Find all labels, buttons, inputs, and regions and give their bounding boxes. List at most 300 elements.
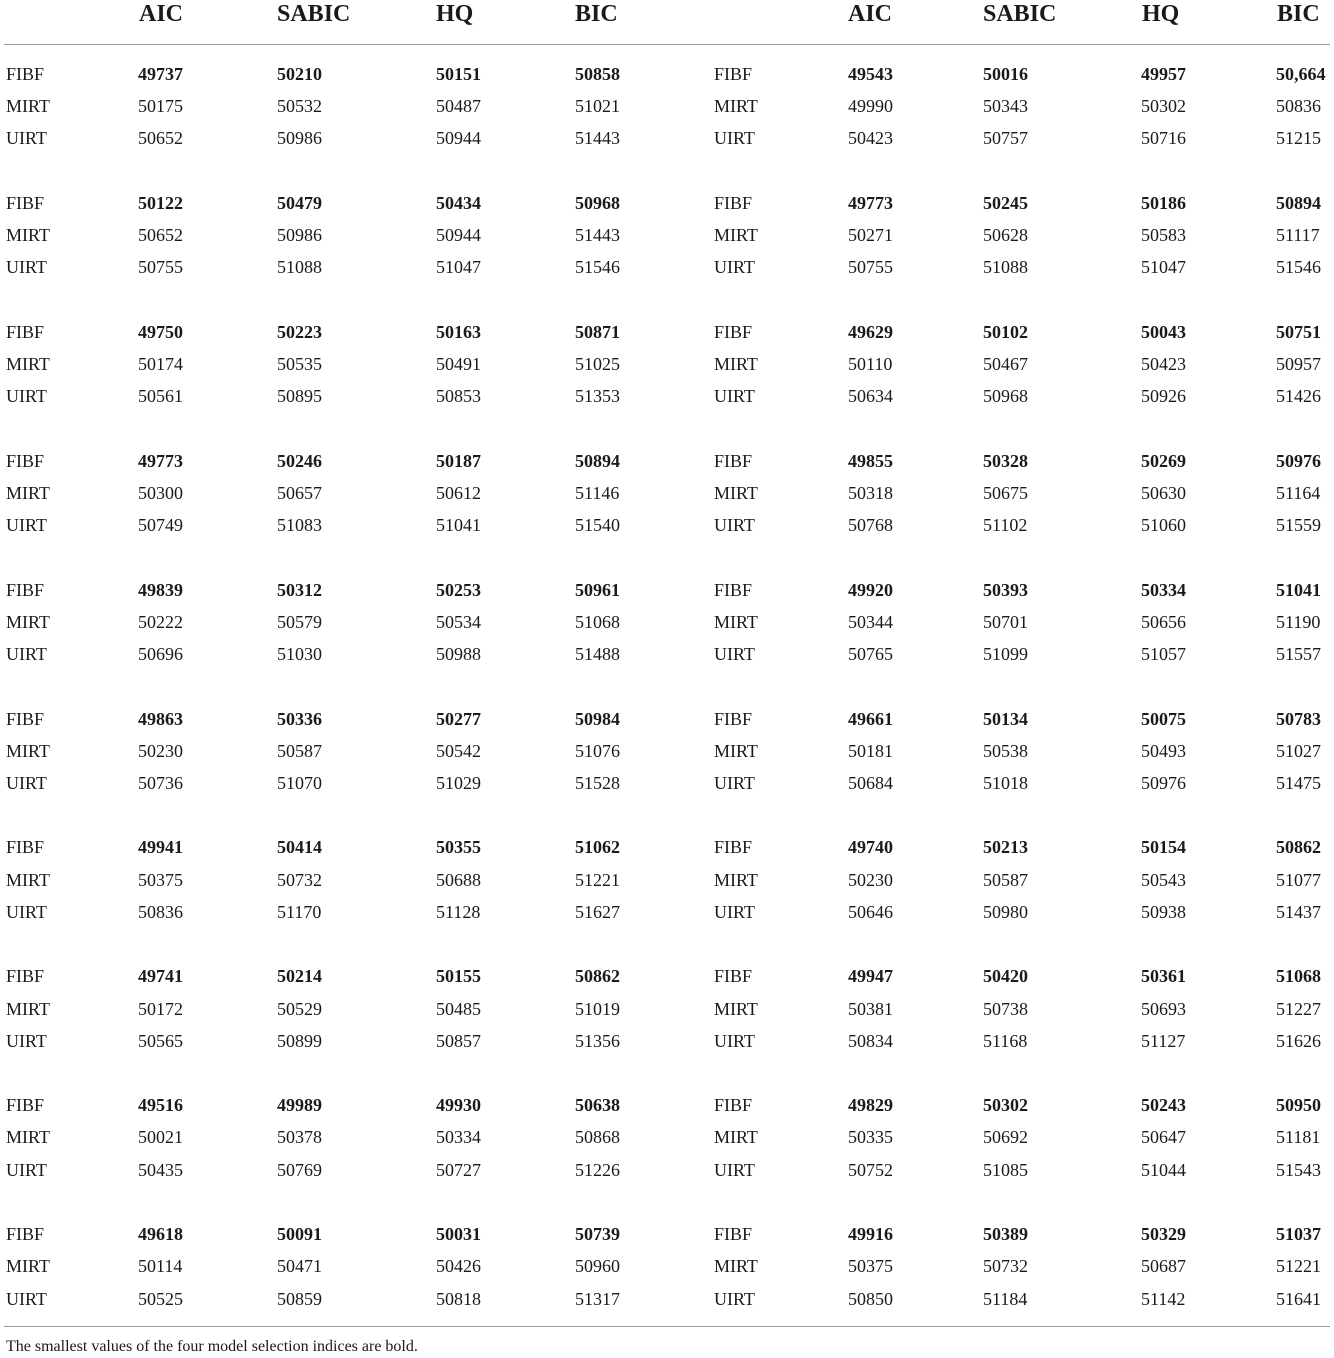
table-cell: 50318 [848,483,893,503]
table-cell: 50868 [575,1127,620,1147]
table-cell: 50628 [983,225,1028,245]
table-cell: 50122 [138,193,183,213]
table-cell: 51426 [1276,386,1321,406]
table-cell: 50858 [575,64,620,84]
row-label: UIRT [6,773,47,793]
row-label: MIRT [714,96,758,116]
column-header-right-bic: BIC [1277,1,1320,27]
row-label: MIRT [714,1256,758,1276]
table-cell: 49618 [138,1224,183,1244]
table-cell: 51062 [575,837,620,857]
table-cell: 50647 [1141,1127,1186,1147]
row-label: FIBF [714,1095,753,1115]
table-cell: 50727 [436,1160,481,1180]
table-cell: 51317 [575,1289,620,1309]
table-cell: 50389 [983,1224,1028,1244]
table-cell: 51037 [1276,1224,1321,1244]
table-cell: 50,664 [1276,64,1326,84]
table-cell: 49737 [138,64,183,84]
row-label: MIRT [6,741,50,761]
table-cell: 50986 [277,225,322,245]
table-cell: 50692 [983,1127,1028,1147]
row-label: MIRT [714,741,758,761]
table-cell: 50612 [436,483,481,503]
table-cell: 50938 [1141,902,1186,922]
row-label: UIRT [714,257,755,277]
table-cell: 50302 [1141,96,1186,116]
table-cell: 50732 [277,870,322,890]
row-label: UIRT [6,902,47,922]
table-cell: 51027 [1276,741,1321,761]
table-cell: 50960 [575,1256,620,1276]
table-cell: 51044 [1141,1160,1186,1180]
row-label: MIRT [6,483,50,503]
table-cell: 50378 [277,1127,322,1147]
table-cell: 50542 [436,741,481,761]
table-cell: 50687 [1141,1256,1186,1276]
row-label: MIRT [6,96,50,116]
table-cell: 50487 [436,96,481,116]
table-cell: 50253 [436,580,481,600]
table-cell: 50565 [138,1031,183,1051]
table-cell: 50302 [983,1095,1028,1115]
row-label: MIRT [714,225,758,245]
row-label: MIRT [6,1127,50,1147]
table-cell: 50271 [848,225,893,245]
table-cell: 51088 [277,257,322,277]
table-cell: 49516 [138,1095,183,1115]
table-cell: 50543 [1141,870,1186,890]
table-cell: 50312 [277,580,322,600]
table-cell: 49773 [848,193,893,213]
table-cell: 50765 [848,644,893,664]
table-cell: 50895 [277,386,322,406]
table-cell: 51146 [575,483,620,503]
table-cell: 50163 [436,322,481,342]
table-cell: 50525 [138,1289,183,1309]
row-label: MIRT [6,1256,50,1276]
table-cell: 50420 [983,966,1028,986]
table-cell: 50181 [848,741,893,761]
table-cell: 50334 [436,1127,481,1147]
table-cell: 50853 [436,386,481,406]
row-label: MIRT [714,870,758,890]
table-cell: 49741 [138,966,183,986]
table-cell: 50031 [436,1224,481,1244]
column-header-left-hq: HQ [436,1,474,27]
table-cell: 50538 [983,741,1028,761]
table-cell: 51128 [436,902,481,922]
table-cell: 51041 [1276,580,1321,600]
table-cell: 51021 [575,96,620,116]
row-label: FIBF [714,837,753,857]
row-label: FIBF [714,580,753,600]
table-cell: 50957 [1276,354,1321,374]
table-cell: 50213 [983,837,1028,857]
table-cell: 51443 [575,225,620,245]
table-cell: 50836 [138,902,183,922]
row-label: FIBF [714,322,753,342]
table-cell: 49930 [436,1095,481,1115]
table-cell: 50716 [1141,128,1186,148]
table-cell: 50426 [436,1256,481,1276]
row-label: FIBF [6,837,45,857]
row-label: UIRT [714,1160,755,1180]
table-cell: 50043 [1141,322,1186,342]
row-label: FIBF [714,1224,753,1244]
table-cell: 50529 [277,999,322,1019]
table-cell: 50277 [436,709,481,729]
table-cell: 50961 [575,580,620,600]
row-label: FIBF [714,966,753,986]
table-cell: 51356 [575,1031,620,1051]
table-cell: 50269 [1141,451,1186,471]
table-cell: 50657 [277,483,322,503]
row-label: MIRT [714,612,758,632]
table-cell: 50738 [983,999,1028,1019]
row-label: MIRT [714,354,758,374]
table-cell: 51559 [1276,515,1321,535]
table-cell: 50684 [848,773,893,793]
table-cell: 51353 [575,386,620,406]
table-cell: 49773 [138,451,183,471]
table-cell: 50151 [436,64,481,84]
table-cell: 50944 [436,128,481,148]
table-cell: 50172 [138,999,183,1019]
table-cell: 51626 [1276,1031,1321,1051]
row-label: MIRT [6,612,50,632]
table-cell: 50688 [436,870,481,890]
table-cell: 50587 [277,741,322,761]
table-cell: 50334 [1141,580,1186,600]
table-cell: 50986 [277,128,322,148]
table-cell: 50435 [138,1160,183,1180]
table-cell: 50757 [983,128,1028,148]
table-cell: 51085 [983,1160,1028,1180]
table-cell: 50532 [277,96,322,116]
footer-rule [4,1326,1330,1327]
table-cell: 50414 [277,837,322,857]
table-cell: 51047 [1141,257,1186,277]
table-cell: 50634 [848,386,893,406]
table-cell: 50836 [1276,96,1321,116]
table-cell: 51221 [1276,1256,1321,1276]
table-cell: 50174 [138,354,183,374]
row-label: UIRT [6,644,47,664]
table-cell: 51221 [575,870,620,890]
table-cell: 50587 [983,870,1028,890]
table-cell: 50154 [1141,837,1186,857]
table-cell: 50344 [848,612,893,632]
row-label: UIRT [6,128,47,148]
row-label: FIBF [714,64,753,84]
table-cell: 51070 [277,773,322,793]
table-cell: 50755 [848,257,893,277]
table-cell: 50583 [1141,225,1186,245]
table-cell: 50155 [436,966,481,986]
table-cell: 50493 [1141,741,1186,761]
table-cell: 51546 [575,257,620,277]
table-cell: 51437 [1276,902,1321,922]
table-cell: 50381 [848,999,893,1019]
table-cell: 50944 [436,225,481,245]
table-cell: 51543 [1276,1160,1321,1180]
table-cell: 50114 [138,1256,183,1276]
row-label: UIRT [6,386,47,406]
table-cell: 50187 [436,451,481,471]
table-cell: 51528 [575,773,620,793]
table-cell: 49629 [848,322,893,342]
table-cell: 50652 [138,225,183,245]
table-cell: 51627 [575,902,620,922]
table-cell: 50768 [848,515,893,535]
table-cell: 51164 [1276,483,1321,503]
table-cell: 51443 [575,128,620,148]
table-cell: 50871 [575,322,620,342]
row-label: UIRT [6,1031,47,1051]
row-label: UIRT [714,773,755,793]
table-cell: 50175 [138,96,183,116]
table-cell: 50894 [1276,193,1321,213]
table-cell: 50186 [1141,193,1186,213]
row-label: UIRT [714,902,755,922]
table-cell: 51030 [277,644,322,664]
table-cell: 50343 [983,96,1028,116]
table-cell: 50899 [277,1031,322,1051]
table-cell: 49750 [138,322,183,342]
table-cell: 51068 [1276,966,1321,986]
table-cell: 51190 [1276,612,1321,632]
table-cell: 49543 [848,64,893,84]
table-cell: 50751 [1276,322,1321,342]
row-label: UIRT [6,1160,47,1180]
row-label: FIBF [714,451,753,471]
row-label: FIBF [6,709,45,729]
table-cell: 51540 [575,515,620,535]
table-cell: 49957 [1141,64,1186,84]
table-cell: 50361 [1141,966,1186,986]
table-cell: 51088 [983,257,1028,277]
row-label: MIRT [6,870,50,890]
table-cell: 50988 [436,644,481,664]
table-cell: 50091 [277,1224,322,1244]
table-cell: 51077 [1276,870,1321,890]
column-header-left-bic: BIC [575,1,618,27]
table-cell: 50246 [277,451,322,471]
table-cell: 50328 [983,451,1028,471]
row-label: FIBF [6,1224,45,1244]
table-cell: 51083 [277,515,322,535]
row-label: UIRT [714,386,755,406]
table-cell: 51170 [277,902,322,922]
row-label: UIRT [714,515,755,535]
table-cell: 50894 [575,451,620,471]
table-cell: 49990 [848,96,893,116]
row-label: FIBF [6,966,45,986]
table-cell: 51041 [436,515,481,535]
table-cell: 50223 [277,322,322,342]
table-cell: 51025 [575,354,620,374]
table-cell: 50818 [436,1289,481,1309]
table-cell: 50016 [983,64,1028,84]
table-cell: 49863 [138,709,183,729]
table-cell: 50857 [436,1031,481,1051]
table-cell: 50336 [277,709,322,729]
table-cell: 50630 [1141,483,1186,503]
row-label: MIRT [6,225,50,245]
table-cell: 49989 [277,1095,322,1115]
table-cell: 50214 [277,966,322,986]
table-cell: 51184 [983,1289,1028,1309]
table-cell: 51546 [1276,257,1321,277]
column-header-right-sabic: SABIC [983,1,1057,27]
table-cell: 50375 [138,870,183,890]
table-cell: 50976 [1141,773,1186,793]
table-cell: 50423 [848,128,893,148]
row-label: UIRT [6,257,47,277]
table-cell: 50355 [436,837,481,857]
table-cell: 49947 [848,966,893,986]
row-label: UIRT [6,515,47,535]
table-cell: 51019 [575,999,620,1019]
table-cell: 51029 [436,773,481,793]
table-cell: 50749 [138,515,183,535]
table-cell: 50652 [138,128,183,148]
table-cell: 51215 [1276,128,1321,148]
table-cell: 50423 [1141,354,1186,374]
table-cell: 51488 [575,644,620,664]
table-cell: 50245 [983,193,1028,213]
table-cell: 51057 [1141,644,1186,664]
table-cell: 49661 [848,709,893,729]
table-cell: 50980 [983,902,1028,922]
table-cell: 50950 [1276,1095,1321,1115]
row-label: MIRT [714,999,758,1019]
table-cell: 50243 [1141,1095,1186,1115]
header-rule [4,44,1330,45]
table-cell: 50535 [277,354,322,374]
table-cell: 50471 [277,1256,322,1276]
table-cell: 51557 [1276,644,1321,664]
table-cell: 50755 [138,257,183,277]
row-label: FIBF [714,709,753,729]
table-cell: 49855 [848,451,893,471]
table-cell: 50134 [983,709,1028,729]
table-cell: 51018 [983,773,1028,793]
table-cell: 50859 [277,1289,322,1309]
table-cell: 51641 [1276,1289,1321,1309]
table-footnote: The smallest values of the four model selection indices are bold. [6,1338,418,1355]
row-label: FIBF [6,193,45,213]
row-label: UIRT [6,1289,47,1309]
table-cell: 51076 [575,741,620,761]
row-label: UIRT [714,1031,755,1051]
row-label: FIBF [6,64,45,84]
row-label: UIRT [714,128,755,148]
table-cell: 50693 [1141,999,1186,1019]
table-cell: 49839 [138,580,183,600]
table-cell: 50638 [575,1095,620,1115]
table-cell: 50479 [277,193,322,213]
table-cell: 50968 [983,386,1028,406]
table-cell: 49829 [848,1095,893,1115]
table-cell: 50736 [138,773,183,793]
row-label: FIBF [6,451,45,471]
table-cell: 50862 [575,966,620,986]
row-label: FIBF [6,1095,45,1115]
table-cell: 51127 [1141,1031,1186,1051]
table-cell: 50110 [848,354,893,374]
table-cell: 50102 [983,322,1028,342]
table-cell: 51060 [1141,515,1186,535]
table-cell: 50862 [1276,837,1321,857]
table-cell: 50968 [575,193,620,213]
table-cell: 50534 [436,612,481,632]
table-cell: 51117 [1276,225,1320,245]
table-cell: 50491 [436,354,481,374]
table-cell: 50075 [1141,709,1186,729]
column-header-right-hq: HQ [1142,1,1180,27]
column-header-left-sabic: SABIC [277,1,351,27]
table-cell: 50701 [983,612,1028,632]
table-cell: 50222 [138,612,183,632]
table-cell: 49916 [848,1224,893,1244]
row-label: FIBF [6,322,45,342]
row-label: MIRT [714,1127,758,1147]
table-cell: 49941 [138,837,183,857]
table-cell: 50752 [848,1160,893,1180]
table-cell: 51142 [1141,1289,1186,1309]
table-cell: 51047 [436,257,481,277]
table-cell: 50976 [1276,451,1321,471]
table-cell: 50467 [983,354,1028,374]
table-cell: 50434 [436,193,481,213]
table-cell: 51226 [575,1160,620,1180]
table-cell: 51181 [1276,1127,1321,1147]
table-cell: 50393 [983,580,1028,600]
row-label: UIRT [714,644,755,664]
row-label: FIBF [714,193,753,213]
column-header-right-aic: AIC [848,1,893,27]
row-label: MIRT [714,483,758,503]
table-cell: 50329 [1141,1224,1186,1244]
table-cell: 50561 [138,386,183,406]
table-cell: 50984 [575,709,620,729]
table-cell: 50300 [138,483,183,503]
table-cell: 50230 [848,870,893,890]
table-cell: 51099 [983,644,1028,664]
table-cell: 50646 [848,902,893,922]
table-cell: 51102 [983,515,1028,535]
table-cell: 50769 [277,1160,322,1180]
table-cell: 50834 [848,1031,893,1051]
table-cell: 50926 [1141,386,1186,406]
table-cell: 50485 [436,999,481,1019]
table-cell: 50579 [277,612,322,632]
table-cell: 51168 [983,1031,1028,1051]
row-label: MIRT [6,354,50,374]
table-cell: 50375 [848,1256,893,1276]
table-cell: 50021 [138,1127,183,1147]
table-cell: 51227 [1276,999,1321,1019]
table-cell: 50696 [138,644,183,664]
row-label: UIRT [714,1289,755,1309]
table-cell: 50230 [138,741,183,761]
table-cell: 51068 [575,612,620,632]
column-header-left-aic: AIC [139,1,184,27]
table-cell: 49920 [848,580,893,600]
table-cell: 51475 [1276,773,1321,793]
